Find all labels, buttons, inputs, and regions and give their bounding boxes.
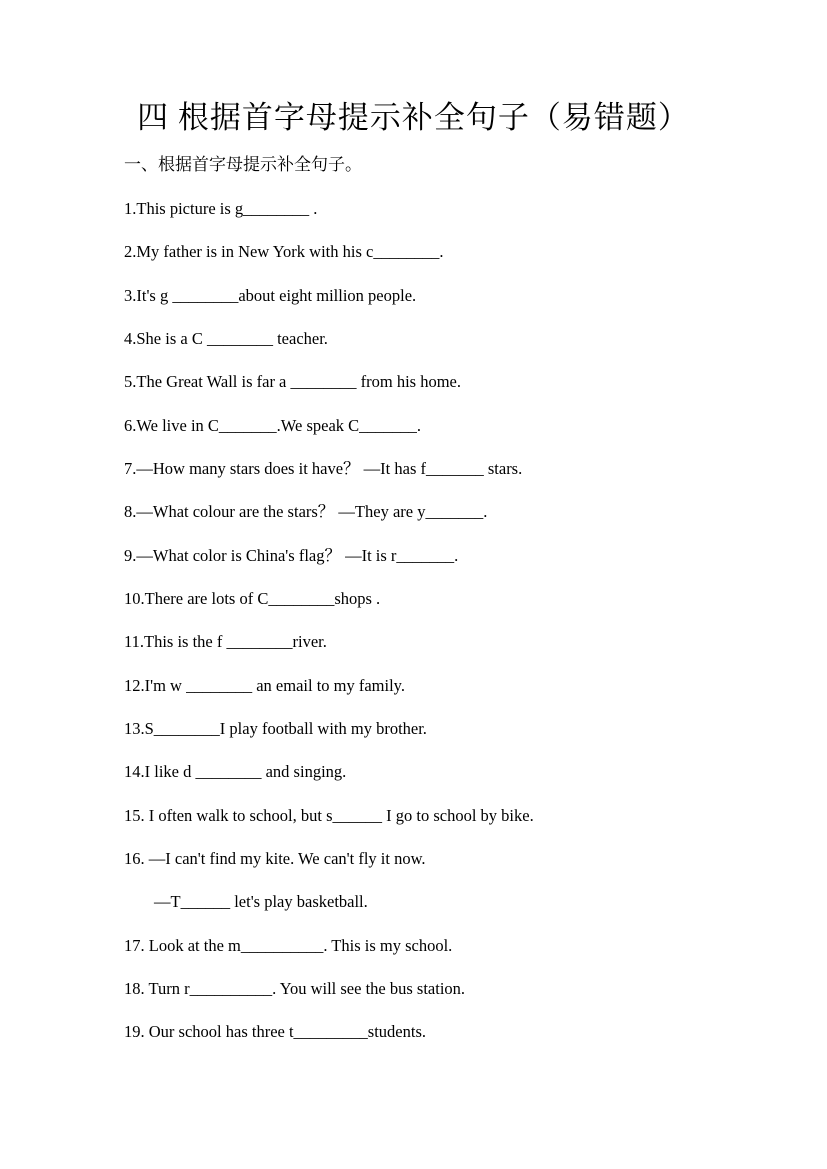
question-4: 4.She is a C ________ teacher. [124, 329, 328, 348]
question-10: 10.There are lots of C________shops . [124, 589, 381, 608]
question-12: 12.I'm w ________ an email to my family. [124, 676, 405, 695]
question-3: 3.It's g ________about eight million people. [124, 286, 417, 305]
question-17: 17. Look at the m__________. This is my school. [124, 936, 453, 955]
question-8: 8.—What colour are the stars？ —They are y_______. [124, 502, 488, 521]
question-11: 11.This is the f ________river. [124, 632, 327, 651]
question-9: 9.—What color is China's flag？ —It is r_______. [124, 546, 459, 565]
question-16-reply: —T______ let's play basketball. [154, 892, 368, 911]
question-13: 13.S________I play football with my brother. [124, 719, 427, 738]
question-5: 5.The Great Wall is far a ________ from his home. [124, 372, 461, 391]
question-16: 16. —I can't find my kite. We can't fly it now. [124, 849, 426, 868]
question-19: 19. Our school has three t_________students. [124, 1022, 427, 1041]
question-1: 1.This picture is g________ . [124, 199, 318, 218]
question-14: 14.I like d ________ and singing. [124, 762, 347, 781]
section-heading: 一、根据首字母提示补全句子。 [124, 155, 362, 174]
question-2: 2.My father is in New York with his c________. [124, 242, 444, 261]
question-18: 18. Turn r__________. You will see the bus station. [124, 979, 466, 998]
question-6: 6.We live in C_______.We speak C_______. [124, 416, 422, 435]
page-title: 四 根据首字母提示补全句子（易错题） [137, 100, 690, 135]
question-15: 15. I often walk to school, but s______ I go to school by bike. [124, 806, 534, 825]
question-list [124, 0, 784, 1169]
question-7: 7.—How many stars does it have？ —It has f_______ stars. [124, 459, 523, 478]
